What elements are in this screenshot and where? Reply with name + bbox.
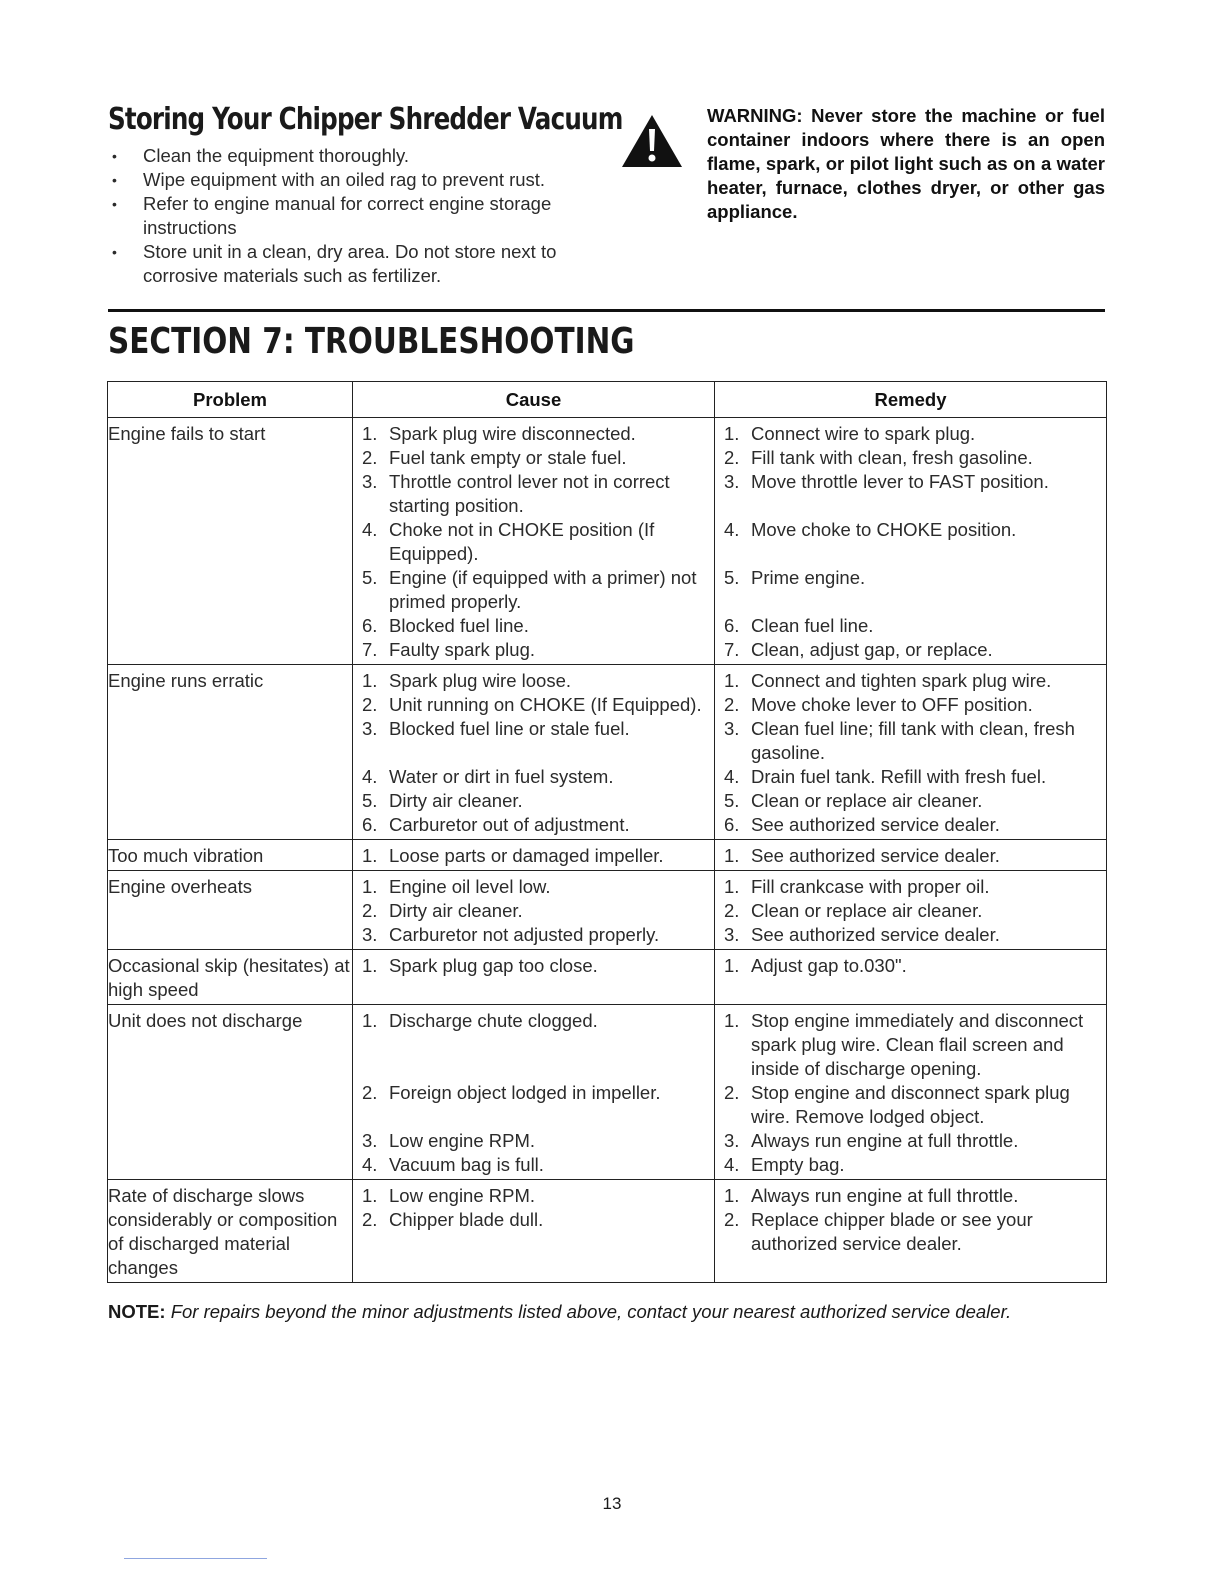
remedy-item-number: 3.: [724, 924, 740, 945]
remedy-item: [715, 422, 1106, 446]
table-row: [108, 1005, 1107, 1180]
remedy-item-text: Clean, adjust gap, or replace.: [751, 639, 993, 660]
remedy-item-text: Move throttle lever to FAST position.: [751, 471, 1049, 492]
remedy-item-number: 2.: [724, 1082, 740, 1103]
remedy-item-text: Drain fuel tank. Refill with fresh fuel.: [751, 766, 1047, 787]
cause-item-number: 4.: [362, 519, 378, 540]
remedy-item-number: 1.: [724, 955, 740, 976]
cause-item-text: Carburetor not adjusted properly.: [389, 924, 660, 945]
remedy-item-number: 6.: [724, 615, 740, 636]
cause-item-text: Low engine RPM.: [389, 1130, 536, 1151]
remedy-item: [715, 844, 1106, 868]
cause-item: [353, 1081, 714, 1129]
cause-item-number: 4.: [362, 766, 378, 787]
remedy-item-number: 1.: [724, 1010, 740, 1031]
cause-item-text: Discharge chute clogged.: [389, 1010, 598, 1031]
cause-item: [353, 844, 714, 868]
footer-line: [124, 1558, 267, 1559]
cause-item-text: Low engine RPM.: [389, 1185, 536, 1206]
cause-item-number: 7.: [362, 639, 378, 660]
remedy-item-text: Connect and tighten spark plug wire.: [751, 670, 1052, 691]
remedy-item-text: Connect wire to spark plug.: [751, 423, 976, 444]
remedy-item-number: 2.: [724, 694, 740, 715]
remedy-item: [715, 638, 1106, 662]
cause-item: [353, 1153, 714, 1177]
storing-title: Storing Your Chipper Shredder Vacuum: [108, 102, 623, 137]
cause-item-number: 1.: [362, 955, 378, 976]
remedy-item-number: 1.: [724, 423, 740, 444]
cause-item-number: 1.: [362, 423, 378, 444]
cause-item: [353, 422, 714, 446]
remedy-item: [715, 1129, 1106, 1153]
page-number: 13: [602, 1494, 622, 1513]
table-row: [108, 418, 1107, 665]
cause-cell: [353, 871, 715, 950]
remedy-item-number: 6.: [724, 814, 740, 835]
remedy-item-text: Clean or replace air cleaner.: [751, 790, 983, 811]
remedy-item-text: Replace chipper blade or see your authorized service dealer.: [751, 1209, 1033, 1254]
cause-cell: [353, 840, 715, 871]
remedy-item-number: 1.: [724, 1185, 740, 1206]
cause-item: [353, 954, 714, 978]
cause-item: [353, 1184, 714, 1208]
cause-item-number: 2.: [362, 447, 378, 468]
table-row: [108, 665, 1107, 840]
cause-item-number: 1.: [362, 1185, 378, 1206]
remedy-item-number: 1.: [724, 670, 740, 691]
cause-item-number: 4.: [362, 1154, 378, 1175]
remedy-item: [715, 1184, 1106, 1208]
remedy-item-number: 5.: [724, 567, 740, 588]
cause-cell: [353, 1180, 715, 1283]
cause-item-number: 1.: [362, 876, 378, 897]
cause-item-text: Carburetor out of adjustment.: [389, 814, 630, 835]
storing-bullet: • Clean the equipment thoroughly.: [108, 144, 608, 168]
remedy-item-text: Always run engine at full throttle.: [751, 1185, 1019, 1206]
cause-item-text: Unit running on CHOKE (If Equipped).: [389, 694, 702, 715]
remedy-item-number: 3.: [724, 718, 740, 739]
remedy-item-text: Stop engine and disconnect spark plug wire. Remove lodged object.: [751, 1082, 1070, 1127]
remedy-item-number: 7.: [724, 639, 740, 660]
storing-bullet: • Store unit in a clean, dry area. Do not store next to corrosive materials such as fertilizer.: [108, 240, 608, 288]
cause-item-text: Engine (if equipped with a primer) not primed properly.: [389, 567, 697, 612]
cause-item: [353, 875, 714, 899]
problem-cell: Engine overheats: [108, 871, 353, 950]
column-header-remedy: Remedy: [715, 382, 1107, 418]
remedy-cell: [715, 1005, 1107, 1180]
remedy-item-text: Clean or replace air cleaner.: [751, 900, 983, 921]
cause-item: [353, 614, 714, 638]
remedy-item-text: See authorized service dealer.: [751, 814, 1000, 835]
problem-cell: Occasional skip (hesitates) at high speed: [108, 950, 353, 1005]
remedy-item: [715, 875, 1106, 899]
cause-item: [353, 717, 714, 765]
troubleshooting-table: [107, 381, 1107, 1283]
cause-item-number: 3.: [362, 471, 378, 492]
remedy-item: [715, 899, 1106, 923]
cause-item-number: 1.: [362, 1010, 378, 1031]
remedy-item-number: 2.: [724, 447, 740, 468]
remedy-item-text: Move choke lever to OFF position.: [751, 694, 1033, 715]
cause-item-number: 2.: [362, 694, 378, 715]
problem-cell: Engine runs erratic: [108, 665, 353, 840]
remedy-cell: [715, 871, 1107, 950]
cause-item-number: 3.: [362, 718, 378, 739]
remedy-item-text: See authorized service dealer.: [751, 924, 1000, 945]
warning-triangle-icon: [621, 114, 683, 168]
storing-section: [108, 100, 623, 288]
footer-note: [108, 1300, 1011, 1324]
section-title: SECTION 7: TROUBLESHOOTING: [108, 321, 635, 362]
cause-item-text: Spark plug gap too close.: [389, 955, 598, 976]
remedy-item: [715, 813, 1106, 837]
cause-item-text: Fuel tank empty or stale fuel.: [389, 447, 627, 468]
remedy-item-text: Clean fuel line; fill tank with clean, fresh gasoline.: [751, 718, 1075, 763]
storing-list: [108, 144, 608, 288]
cause-item-text: Water or dirt in fuel system.: [389, 766, 614, 787]
cause-item-text: Vacuum bag is full.: [389, 1154, 544, 1175]
column-header-cause: Cause: [353, 382, 715, 418]
problem-cell: Too much vibration: [108, 840, 353, 871]
cause-item: [353, 789, 714, 813]
remedy-cell: [715, 840, 1107, 871]
cause-item-text: Blocked fuel line or stale fuel.: [389, 718, 630, 739]
column-header-problem: Problem: [108, 382, 353, 418]
remedy-item-number: 4.: [724, 1154, 740, 1175]
remedy-cell: [715, 418, 1107, 665]
cause-item: [353, 693, 714, 717]
remedy-item-number: 4.: [724, 519, 740, 540]
cause-item-text: Choke not in CHOKE position (If Equipped).: [389, 519, 655, 564]
table-header-row: [108, 382, 1107, 418]
cause-item: [353, 446, 714, 470]
cause-item-text: Spark plug wire disconnected.: [389, 423, 636, 444]
cause-item: [353, 1129, 714, 1153]
cause-item-number: 1.: [362, 845, 378, 866]
remedy-item-number: 4.: [724, 766, 740, 787]
remedy-item-number: 2.: [724, 900, 740, 921]
cause-cell: [353, 950, 715, 1005]
remedy-item-text: Clean fuel line.: [751, 615, 874, 636]
cause-item-text: Throttle control lever not in correct starting position.: [389, 471, 670, 516]
cause-item-number: 2.: [362, 1082, 378, 1103]
remedy-item-text: See authorized service dealer.: [751, 845, 1000, 866]
cause-item-number: 2.: [362, 900, 378, 921]
problem-cell: Rate of discharge slows considerably or composition of discharged material changes: [108, 1180, 353, 1283]
remedy-item: [715, 923, 1106, 947]
remedy-item: [715, 566, 1106, 614]
cause-item-number: 2.: [362, 1209, 378, 1230]
remedy-item: [715, 669, 1106, 693]
remedy-item-text: Adjust gap to.030".: [751, 955, 907, 976]
remedy-item: [715, 518, 1106, 566]
cause-item: [353, 923, 714, 947]
remedy-item-number: 5.: [724, 790, 740, 811]
remedy-item-text: Prime engine.: [751, 567, 866, 588]
cause-item-text: Foreign object lodged in impeller.: [389, 1082, 661, 1103]
cause-item: [353, 1208, 714, 1256]
remedy-item: [715, 1153, 1106, 1177]
remedy-item-number: 3.: [724, 471, 740, 492]
cause-item-number: 6.: [362, 814, 378, 835]
cause-item: [353, 899, 714, 923]
cause-cell: [353, 418, 715, 665]
cause-item-number: 1.: [362, 670, 378, 691]
remedy-item: [715, 789, 1106, 813]
storing-bullet: • Wipe equipment with an oiled rag to prevent rust.: [108, 168, 608, 192]
remedy-item-number: 1.: [724, 845, 740, 866]
cause-item-text: Spark plug wire loose.: [389, 670, 572, 691]
cause-item: [353, 638, 714, 662]
cause-item: [353, 1009, 714, 1081]
remedy-item: [715, 614, 1106, 638]
remedy-item-number: 1.: [724, 876, 740, 897]
remedy-item: [715, 717, 1106, 765]
cause-item: [353, 813, 714, 837]
remedy-item: [715, 693, 1106, 717]
remedy-item-text: Stop engine immediately and disconnect spark plug wire. Clean flail screen and inside of discharge opening.: [751, 1010, 1084, 1079]
remedy-item: [715, 954, 1106, 978]
remedy-item-text: Empty bag.: [751, 1154, 845, 1175]
cause-item: [353, 566, 714, 614]
remedy-cell: [715, 950, 1107, 1005]
remedy-item-text: Always run engine at full throttle.: [751, 1130, 1019, 1151]
cause-item-number: 3.: [362, 924, 378, 945]
remedy-item: [715, 470, 1106, 518]
cause-item-number: 5.: [362, 567, 378, 588]
storing-bullet: • Refer to engine manual for correct engine storage instructions: [108, 192, 608, 240]
cause-cell: [353, 665, 715, 840]
cause-item-text: Dirty air cleaner.: [389, 900, 523, 921]
cause-item-number: 6.: [362, 615, 378, 636]
remedy-item: [715, 446, 1106, 470]
warning-text: WARNING: Never store the machine or fuel container indoors where there is an open flame, spark, or pilot light such as on a water heater, furnace, clothes dryer, or other gas appliance.: [707, 105, 1105, 222]
cause-item-text: Blocked fuel line.: [389, 615, 529, 636]
remedy-item: [715, 1208, 1106, 1256]
table-row: [108, 840, 1107, 871]
section-divider: [108, 309, 1105, 312]
remedy-item-number: 2.: [724, 1209, 740, 1230]
cause-item: [353, 669, 714, 693]
cause-item: [353, 765, 714, 789]
cause-item-text: Dirty air cleaner.: [389, 790, 523, 811]
cause-item-number: 5.: [362, 790, 378, 811]
note-label: NOTE:: [108, 1301, 166, 1322]
cause-item-text: Engine oil level low.: [389, 876, 551, 897]
problem-cell: Engine fails to start: [108, 418, 353, 665]
remedy-item: [715, 1081, 1106, 1129]
cause-item-number: 3.: [362, 1130, 378, 1151]
remedy-item-text: Fill crankcase with proper oil.: [751, 876, 990, 897]
cause-item-text: Faulty spark plug.: [389, 639, 536, 660]
remedy-item-text: Move choke to CHOKE position.: [751, 519, 1017, 540]
note-text: For repairs beyond the minor adjustments listed above, contact your nearest authorized service dealer.: [170, 1301, 1012, 1322]
remedy-item: [715, 765, 1106, 789]
problem-cell: Unit does not discharge: [108, 1005, 353, 1180]
cause-cell: [353, 1005, 715, 1180]
remedy-cell: [715, 1180, 1107, 1283]
cause-item-text: Loose parts or damaged impeller.: [389, 845, 664, 866]
remedy-cell: [715, 665, 1107, 840]
table-row: [108, 950, 1107, 1005]
remedy-item-text: Fill tank with clean, fresh gasoline.: [751, 447, 1033, 468]
cause-item: [353, 518, 714, 566]
table-row: [108, 871, 1107, 950]
remedy-item-number: 3.: [724, 1130, 740, 1151]
remedy-item: [715, 1009, 1106, 1081]
cause-item-text: Chipper blade dull.: [389, 1209, 544, 1230]
table-row: [108, 1180, 1107, 1283]
cause-item: [353, 470, 714, 518]
